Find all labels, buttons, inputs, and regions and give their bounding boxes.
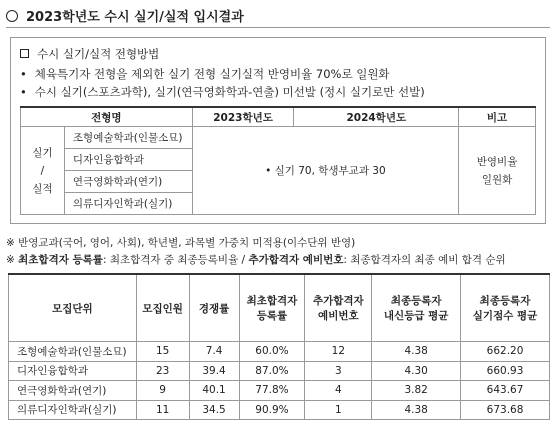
results-header: 최종등록자 실기점수 평균	[461, 274, 550, 342]
note-1: ※ 반영교과(국어, 영어, 사회), 학년별, 과목별 가중치 미적용(이수단위 반영)	[6, 237, 356, 249]
method-dept: 의류디자인학과(실기)	[64, 193, 192, 215]
table-row: 연극영화학과(연기) 9 40.1 77.8% 4 3.82 643.67	[9, 381, 550, 401]
table-row: 조형예술학과(인물소묘) 15 7.4 60.0% 12 4.38 662.20	[9, 342, 550, 362]
circle-bullet-icon	[6, 10, 18, 22]
method-bullet-2: • 수시 실기(스포츠과학), 실기(연극영화학과-연출) 미선발 (정시 실기로만 선발)	[20, 85, 425, 99]
method-value: • 실기 70, 학생부교과 30	[192, 127, 458, 215]
method-header-type: 전형명	[21, 107, 193, 127]
method-header-2024: 2024학년도	[294, 107, 459, 127]
method-table	[20, 106, 536, 215]
results-header: 모집인원	[136, 274, 189, 342]
page-title	[6, 6, 244, 25]
table-row: 디자인융합학과 23 39.4 87.0% 3 4.30 660.93	[9, 361, 550, 381]
method-dept: 조형예술학과(인물소묘)	[64, 127, 192, 149]
note-2: ※ 최초합격자 등록률: 최초합격자 중 최종등록비율 / 추가합격자 예비번호: 최종합격자의 최종 예비 합격 순위	[6, 254, 506, 266]
method-header-2023: 2023학년도	[192, 107, 294, 127]
page-title-text: 2023학년도 수시 실기/실적 입시결과	[26, 10, 244, 25]
method-note: 반영비율 일원화	[459, 127, 536, 215]
results-header: 경쟁률	[189, 274, 239, 342]
method-group-label: 실기 / 실적	[21, 127, 65, 215]
method-header-note: 비고	[459, 107, 536, 127]
table-row: 의류디자인학과(실기) 11 34.5 90.9% 1 4.38 673.68	[9, 400, 550, 420]
results-header: 최초합격자 등록률	[239, 274, 305, 342]
method-dept: 연극영화학과(연기)	[64, 171, 192, 193]
bullet-icon: •	[20, 85, 27, 99]
bullet-icon: •	[20, 67, 27, 81]
title-divider	[6, 27, 550, 28]
square-bullet-icon	[20, 49, 29, 58]
method-dept: 디자인융합학과	[64, 149, 192, 171]
method-heading: 수시 실기/실적 전형방법	[20, 46, 159, 62]
results-header: 추가합격자 예비번호	[305, 274, 372, 342]
results-header: 모집단위	[9, 274, 137, 342]
method-bullet-1: • 체육특기자 전형을 제외한 실기 전형 실기실적 반영비율 70%로 일원화	[20, 67, 390, 81]
results-header: 최종등록자 내신등급 평균	[372, 274, 461, 342]
results-table	[8, 273, 550, 420]
